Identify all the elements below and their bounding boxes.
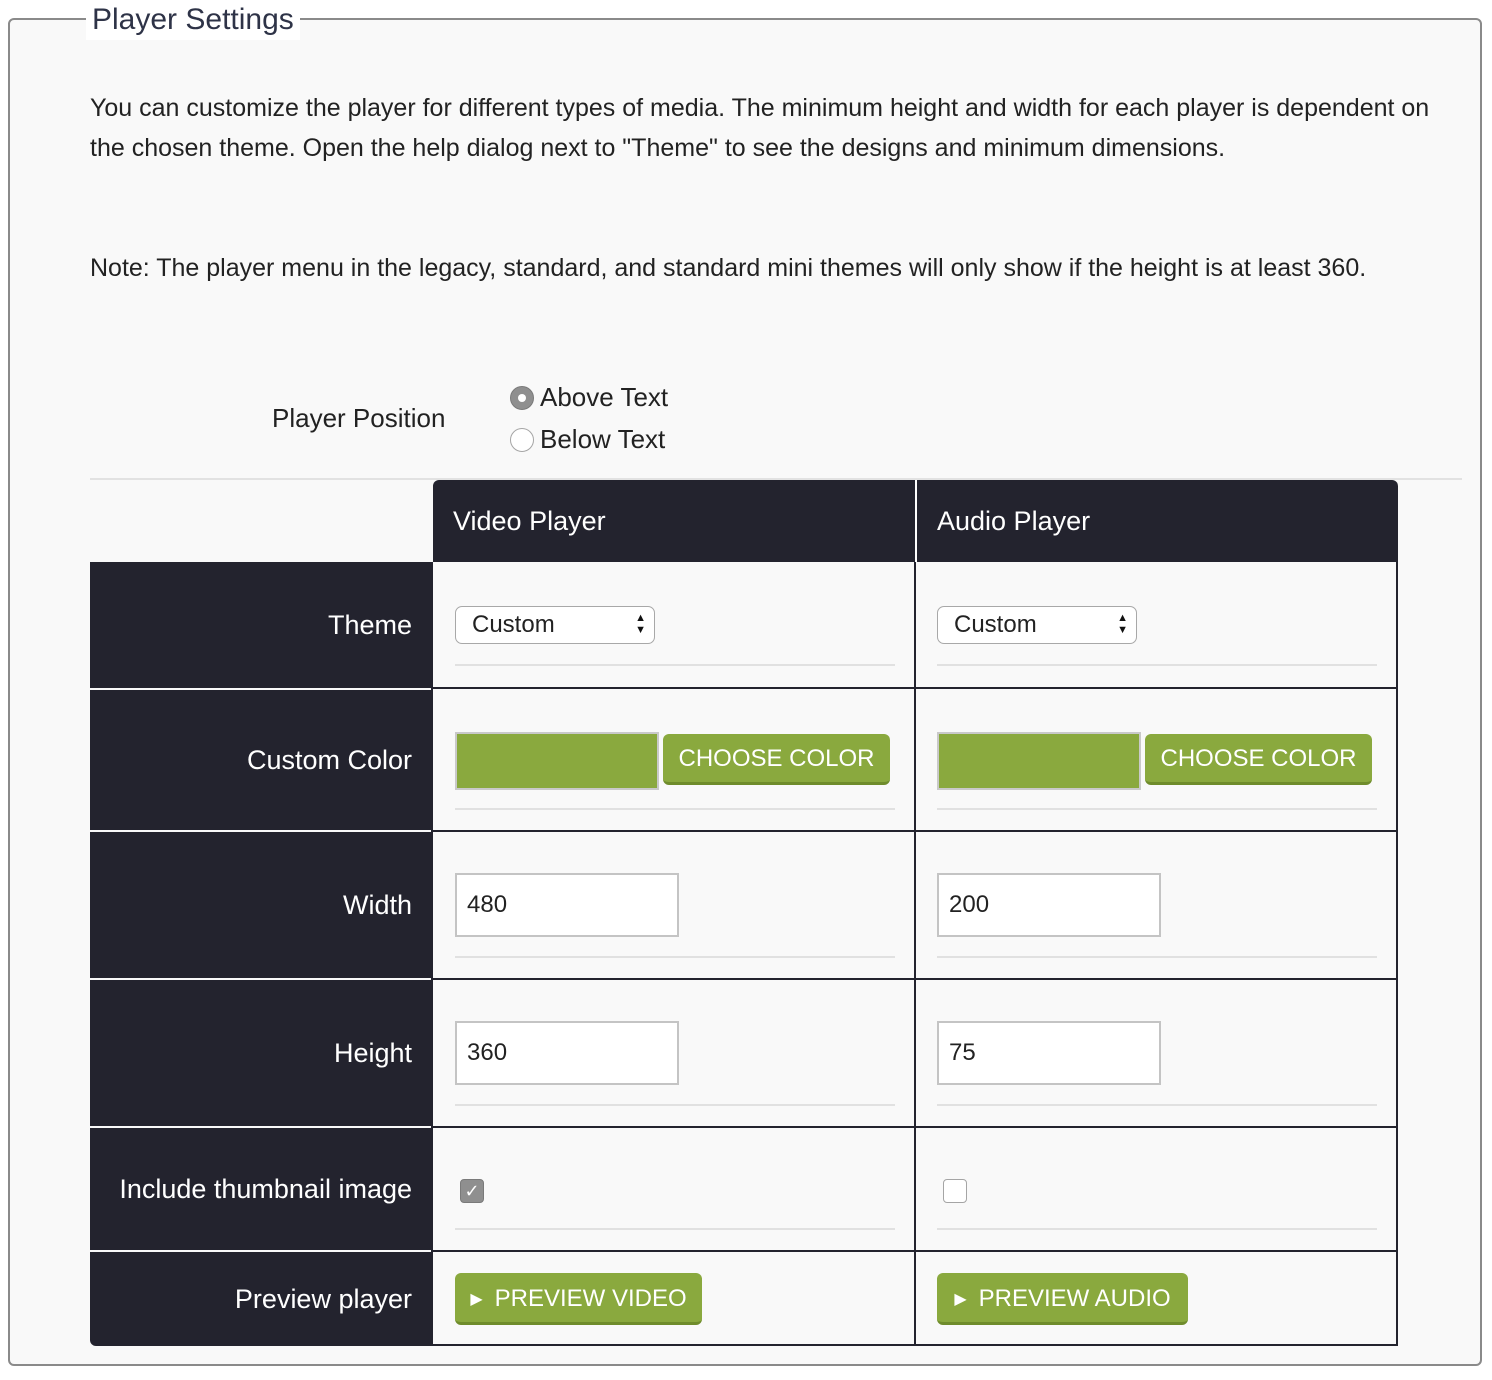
row-label-thumbnail: Include thumbnail image (90, 1128, 432, 1250)
row-label-theme: Theme (90, 562, 432, 688)
audio-color-swatch[interactable] (937, 732, 1141, 790)
audio-theme-select[interactable] (937, 606, 1137, 644)
field-underline (937, 1228, 1377, 1230)
grid-line (433, 1344, 1397, 1346)
play-icon: ▶ (470, 1291, 483, 1308)
player-position-label: Player Position (272, 403, 446, 433)
video-player-header: Video Player (433, 480, 915, 562)
grid-line (914, 562, 916, 1346)
grid-line (433, 1250, 1397, 1252)
audio-thumbnail-checkbox[interactable] (943, 1179, 967, 1203)
video-thumbnail-checkbox[interactable] (460, 1179, 484, 1203)
preview-audio-button[interactable] (937, 1273, 1188, 1325)
audio-choose-color-button[interactable]: CHOOSE COLOR (1145, 734, 1372, 785)
audio-width-input[interactable]: 200 (937, 873, 1161, 937)
row-label-height: Height (90, 980, 432, 1126)
video-color-swatch[interactable] (455, 732, 659, 790)
radio-label-above: Above Text (540, 382, 669, 412)
radio-button-above[interactable] (510, 386, 534, 410)
row-label-width: Width (90, 832, 432, 978)
header-separator (915, 480, 917, 562)
grid-line (433, 687, 1397, 689)
row-label-custom-color: Custom Color (90, 690, 432, 830)
grid-line (1396, 562, 1398, 1346)
audio-player-header: Audio Player (917, 480, 1398, 562)
audio-height-input[interactable]: 75 (937, 1021, 1161, 1085)
radio-below-text[interactable] (510, 424, 665, 455)
field-underline (937, 808, 1377, 810)
field-underline (937, 1104, 1377, 1106)
play-icon: ▶ (954, 1291, 967, 1308)
radio-button-below[interactable] (510, 428, 534, 452)
field-underline (937, 664, 1377, 666)
video-height-input[interactable]: 360 (455, 1021, 679, 1085)
radio-above-text[interactable] (510, 382, 668, 413)
video-width-input[interactable]: 480 (455, 873, 679, 937)
field-underline (455, 808, 895, 810)
field-underline (937, 956, 1377, 958)
grid-line (433, 1126, 1397, 1128)
preview-video-button[interactable] (455, 1273, 702, 1325)
audio-theme-value: Custom (954, 611, 1037, 638)
field-underline (455, 956, 895, 958)
note-text: Note: The player menu in the legacy, standard, and standard mini themes will only show if the height is at least 360. (90, 254, 1367, 282)
fieldset-legend: Player Settings (86, 0, 300, 40)
radio-label-below: Below Text (540, 424, 666, 454)
grid-line (433, 978, 1397, 980)
updown-arrows-icon: ▲ ▼ (1117, 612, 1128, 636)
description-text: You can customize the player for different types of media. The minimum height and width for each player is dependent on the chosen theme. Open the help dialog next to "Theme" to see the designs and minimum dimensions. (90, 94, 1430, 162)
video-theme-select[interactable] (455, 606, 655, 644)
check-icon: ✓ (464, 1181, 480, 1201)
preview-audio-label: PREVIEW AUDIO (978, 1285, 1171, 1312)
field-underline (455, 1228, 895, 1230)
field-underline (455, 1104, 895, 1106)
grid-line (431, 562, 433, 1346)
preview-video-label: PREVIEW VIDEO (494, 1285, 687, 1312)
field-underline (455, 664, 895, 666)
updown-arrows-icon: ▲ ▼ (635, 612, 646, 636)
row-label-preview: Preview player (90, 1252, 432, 1346)
grid-line (433, 830, 1397, 832)
video-choose-color-button[interactable]: CHOOSE COLOR (663, 734, 890, 785)
video-theme-value: Custom (472, 611, 555, 638)
